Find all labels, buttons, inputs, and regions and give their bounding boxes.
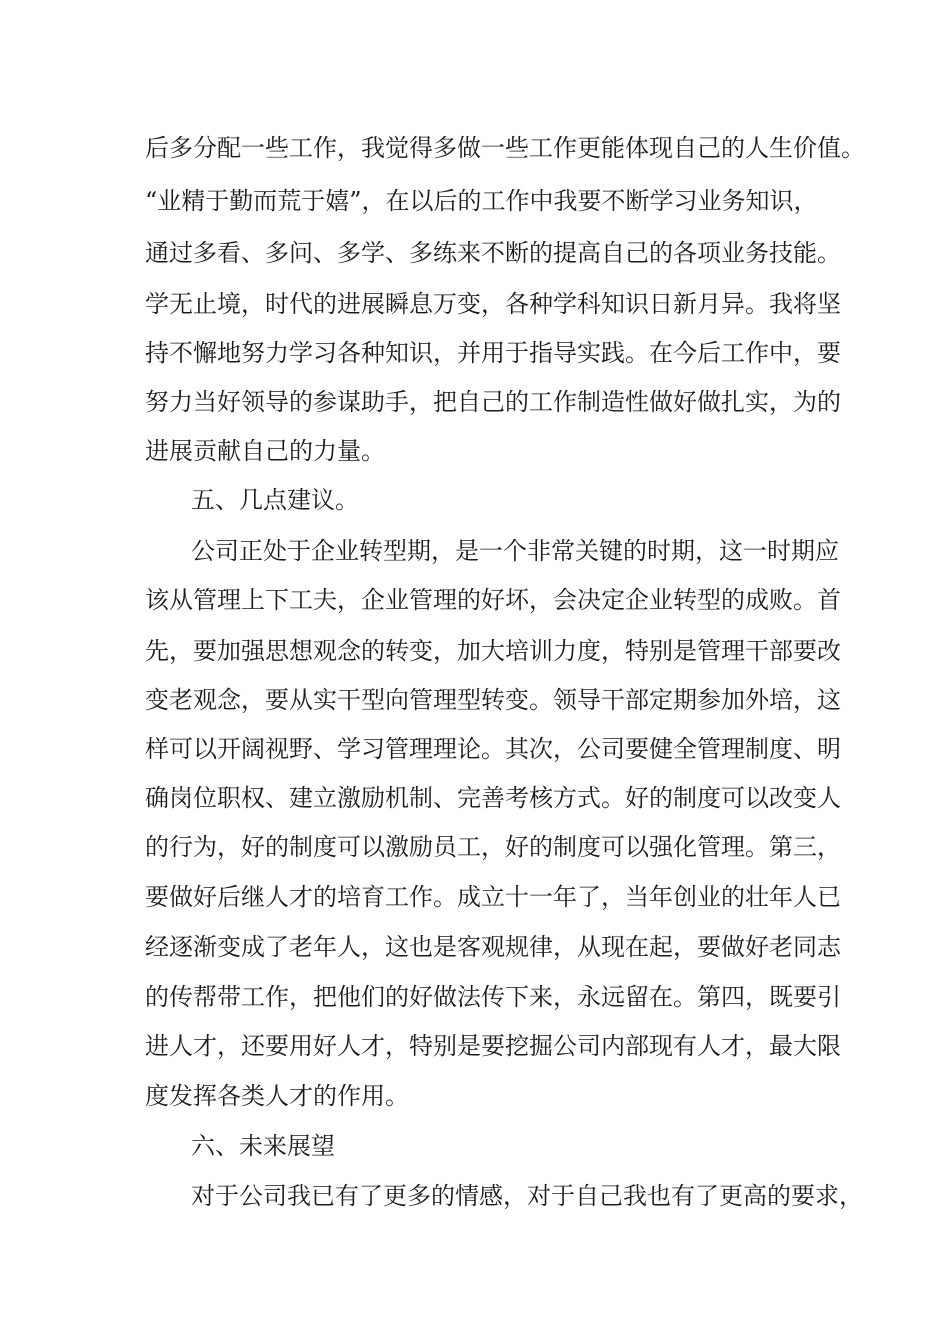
section-heading: 五、几点建议。 [191,486,359,514]
text-line: 样可以开阔视野、学习管理理论。其次，公司要健全管理制度、明 [145,735,841,763]
text-line: 经逐渐变成了老年人，这也是客观规律，从现在起，要做好老同志 [145,933,841,961]
text-line: 进展贡献自己的力量。 [145,437,385,465]
text-line: 持不懈地努力学习各种知识，并用于指导实践。在今后工作中，要 [145,339,841,367]
text-line: 要做好后继人才的培育工作。成立十一年了，当年创业的壮年人已 [145,883,841,911]
text-line: 该从管理上下工夫，企业管理的好坏，会决定企业转型的成败。首 [145,586,841,614]
text-line: 努力当好领导的参谋助手，把自己的工作制造性做好做扎实，为的 [145,388,841,416]
text-line: 变老观念，要从实干型向管理型转变。领导干部定期参加外培，这 [145,686,841,714]
text-line: 对于公司我已有了更多的情感，对于自己我也有了更高的要求， [191,1182,863,1210]
text-line: 通过多看、多问、多学、多练来不断的提高自己的各项业务技能。 [145,239,841,267]
text-line: 公司正处于企业转型期，是一个非常关键的时期，这一时期应 [191,537,839,565]
text-line: 先，要加强思想观念的转变，加大培训力度，特别是管理干部要改 [145,637,841,665]
section-heading: 六、未来展望 [191,1132,335,1160]
text-line: 后多分配一些工作，我觉得多做一些工作更能体现自己的人生价值。 [145,134,865,162]
text-line: 的传帮带工作，把他们的好做法传下来，永远留在。第四，既要引 [145,983,841,1011]
text-line: 度发挥各类人才的作用。 [145,1082,409,1110]
text-line: 学无止境，时代的进展瞬息万变，各种学科知识日新月异。我将坚 [145,290,841,318]
text-line: “业精于勤而荒于嬉”，在以后的工作中我要不断学习业务知识， [145,187,818,215]
text-line: 的行为，好的制度可以激励员工，好的制度可以强化管理。第三， [145,833,841,861]
text-line: 进人才，还要用好人才，特别是要挖掘公司内部现有人才，最大限 [145,1032,841,1060]
text-line: 确岗位职权、建立激励机制、完善考核方式。好的制度可以改变人 [145,784,841,812]
